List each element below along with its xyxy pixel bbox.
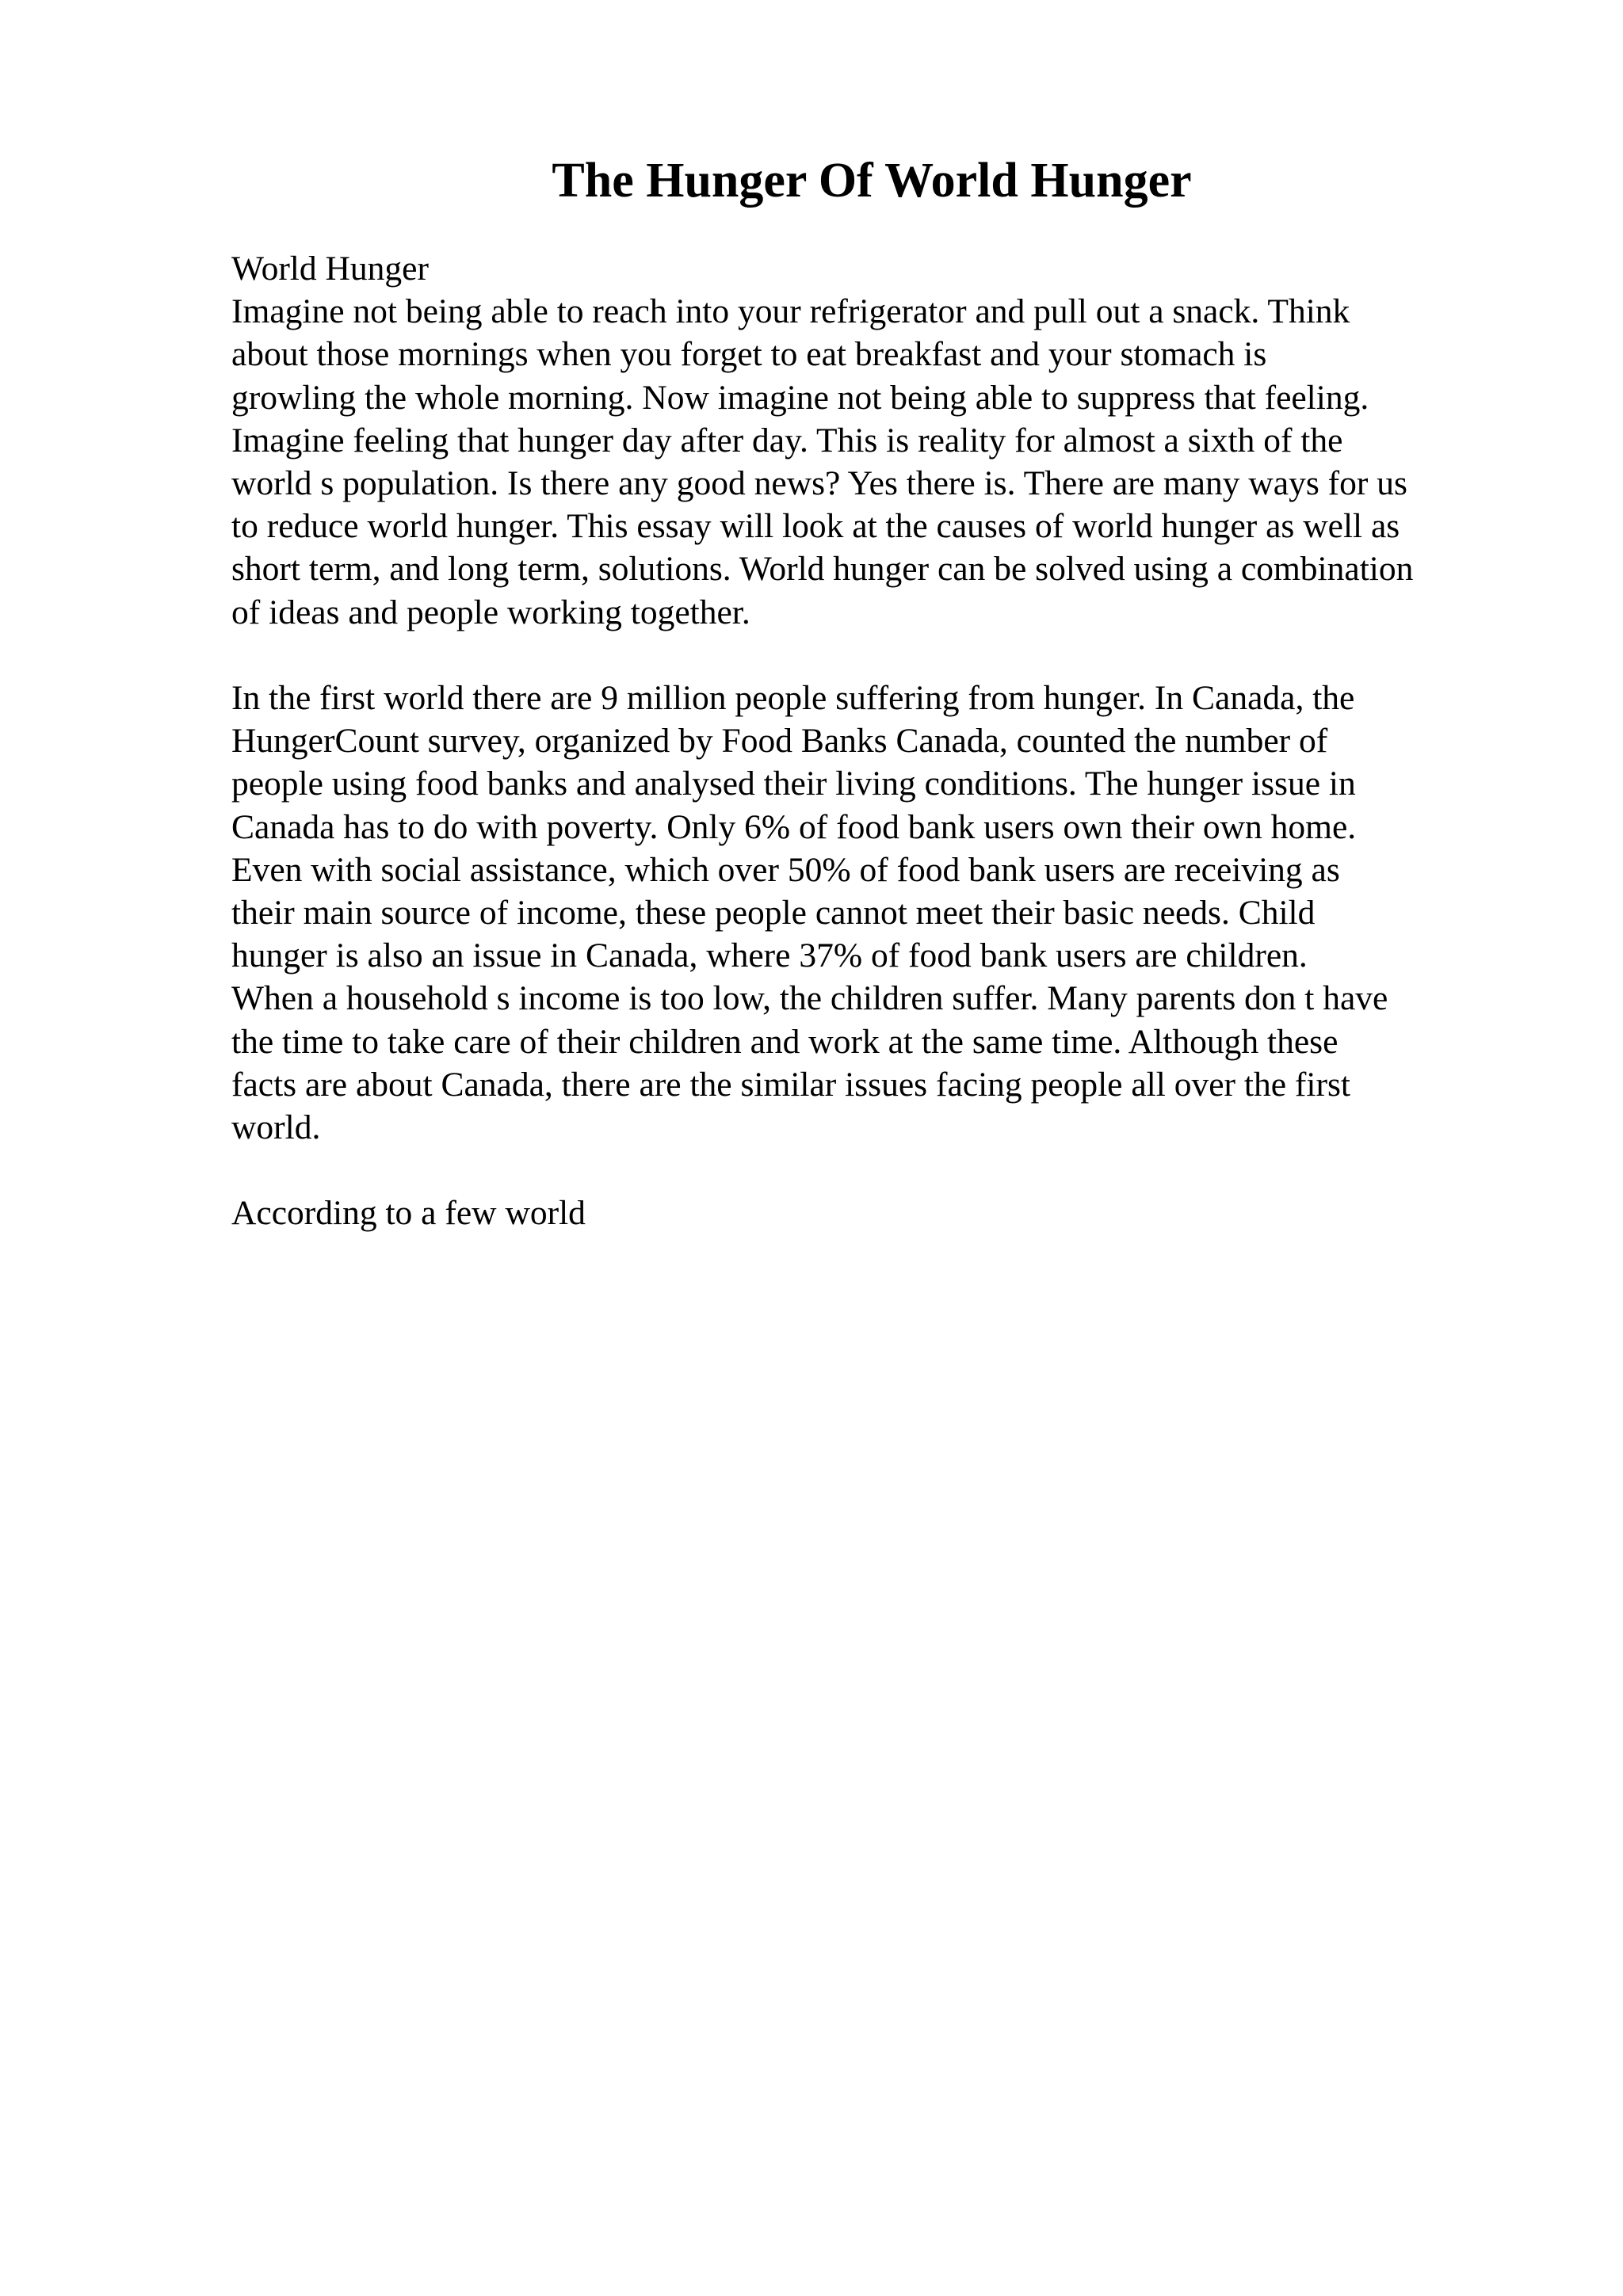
text-line: According to a few world [231,1194,586,1233]
text-line: Imagine not being able to reach into your refrigerator and pull out a snack. Think [231,292,1350,331]
text-line: to reduce world hunger. This essay will look at the causes of world hunger as well as [231,507,1400,546]
paragraph-first-world [231,677,1515,1149]
text-line: about those mornings when you forget to eat breakfast and your stomach is [231,335,1267,374]
text-line: the time to take care of their children and work at the same time. Although these [231,1022,1338,1061]
text-line: of ideas and people working together. [231,593,750,631]
paragraph-intro [231,290,1515,634]
text-line: world. [231,1108,321,1147]
text-line: In the first world there are 9 million people suffering from hunger. In Canada, the [231,679,1355,718]
text-line: Even with social assistance, which over 50% of food bank users are receiving as [231,850,1340,889]
document-title: The Hunger Of World Hunger [552,154,1192,208]
text-line: hunger is also an issue in Canada, where 37% of food bank users are children. [231,936,1308,975]
text-line: growling the whole morning. Now imagine not being able to suppress that feeling. [231,378,1369,417]
text-line: short term, and long term, solutions. World hunger can be solved using a combination [231,550,1414,589]
document-subtitle: World Hunger [231,250,429,288]
text-line: HungerCount survey, organized by Food Banks Canada, counted the number of [231,722,1328,761]
paragraph-truncated [231,1192,1515,1234]
text-line: When a household s income is too low, the children suffer. Many parents don t have [231,979,1388,1018]
text-line: facts are about Canada, there are the similar issues facing people all over the first [231,1065,1350,1104]
document-body [231,247,1515,1278]
text-line: Canada has to do with poverty. Only 6% of food bank users own their own home. [231,807,1357,846]
text-line: world s population. Is there any good news? Yes there is. There are many ways for us [231,464,1407,503]
text-line: Imagine feeling that hunger day after day. This is reality for almost a sixth of the [231,421,1343,460]
text-line: their main source of income, these people cannot meet their basic needs. Child [231,894,1316,933]
text-line: people using food banks and analysed their living conditions. The hunger issue in [231,765,1356,803]
